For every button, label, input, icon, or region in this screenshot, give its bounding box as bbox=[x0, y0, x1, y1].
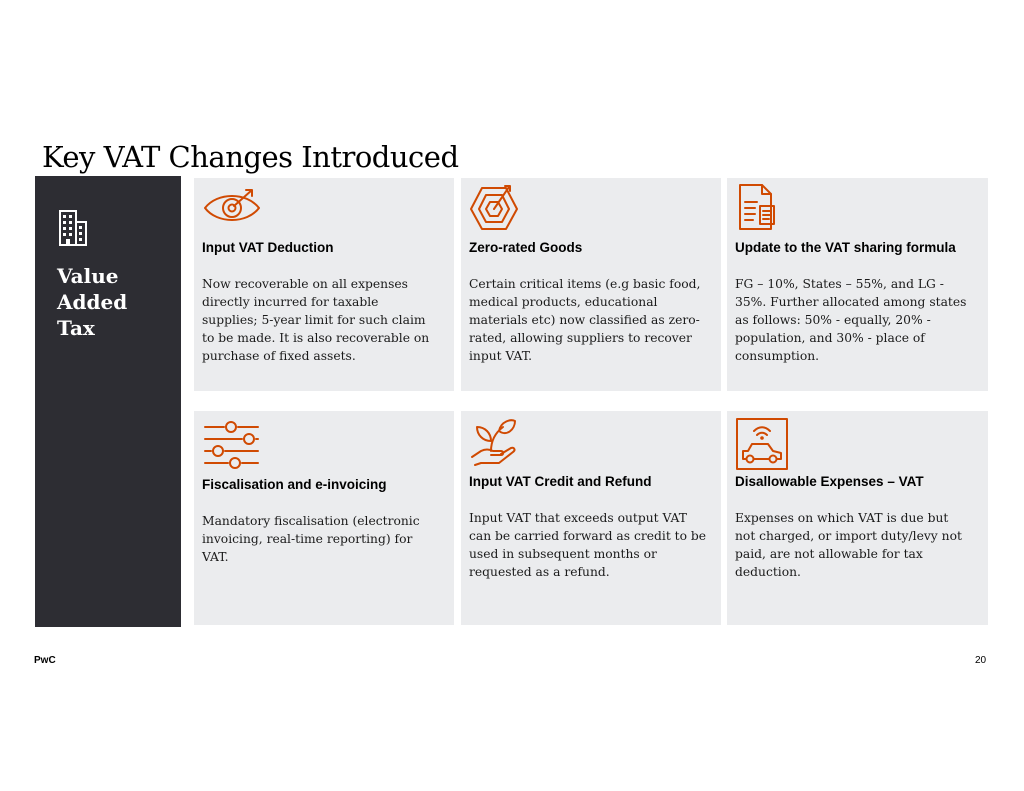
body-line: input VAT. bbox=[469, 349, 533, 363]
body-line: not charged, or import duty/levy not bbox=[735, 529, 962, 543]
plant-hand-icon bbox=[469, 417, 519, 467]
body-line: materials etc) now classified as zero- bbox=[469, 313, 700, 327]
sidebar-title-line: Tax bbox=[57, 316, 95, 340]
card-zero-rated-goods bbox=[461, 178, 721, 391]
card-fiscalisation bbox=[194, 411, 454, 625]
body-line: medical products, educational bbox=[469, 295, 658, 309]
card-body bbox=[469, 509, 717, 581]
body-line: Input VAT that exceeds output VAT bbox=[469, 511, 687, 525]
card-vat-sharing-formula bbox=[727, 178, 988, 391]
body-line: Now recoverable on all expenses bbox=[202, 277, 408, 291]
body-line: directly incurred for taxable bbox=[202, 295, 379, 309]
body-line: 35%. Further allocated among states bbox=[735, 295, 967, 309]
body-line: Expenses on which VAT is due but bbox=[735, 511, 949, 525]
page-number: 20 bbox=[975, 655, 987, 666]
eye-icon bbox=[202, 186, 262, 230]
body-line: deduction. bbox=[735, 565, 801, 579]
card-body bbox=[469, 275, 717, 365]
body-line: rated, allowing suppliers to recover bbox=[469, 331, 692, 345]
card-heading: Input VAT Deduction bbox=[202, 240, 334, 255]
body-line: Certain critical items (e.g basic food, bbox=[469, 277, 701, 291]
body-line: invoicing, real-time reporting) for bbox=[202, 532, 413, 546]
sidebar-title-line: Added bbox=[57, 290, 128, 314]
document-icon bbox=[735, 182, 781, 232]
connected-car-icon bbox=[735, 417, 789, 471]
card-heading: Zero-rated Goods bbox=[469, 240, 583, 255]
card-body bbox=[735, 509, 983, 581]
card-heading: Input VAT Credit and Refund bbox=[469, 474, 652, 489]
body-line: used in subsequent months or bbox=[469, 547, 657, 561]
body-line: FG – 10%, States – 55%, and LG - bbox=[735, 277, 944, 291]
body-line: requested as a refund. bbox=[469, 565, 610, 579]
footer-brand: PwC bbox=[34, 655, 56, 666]
body-line: can be carried forward as credit to be bbox=[469, 529, 707, 543]
card-heading: Update to the VAT sharing formula bbox=[735, 240, 956, 255]
body-line: VAT. bbox=[202, 550, 229, 564]
card-input-vat-deduction bbox=[194, 178, 454, 391]
body-line: to be made. It is also recoverable on bbox=[202, 331, 430, 345]
sliders-icon bbox=[202, 421, 262, 471]
slide-title: Key VAT Changes Introduced bbox=[42, 140, 459, 174]
sidebar-title bbox=[57, 263, 172, 341]
card-body bbox=[202, 512, 450, 566]
card-body bbox=[202, 275, 450, 365]
sidebar-title-line: Value bbox=[57, 264, 119, 288]
building-icon bbox=[57, 208, 89, 248]
body-line: as follows: 50% - equally, 20% - bbox=[735, 313, 931, 327]
card-disallowable-expenses bbox=[727, 411, 988, 625]
body-line: paid, are not allowable for tax bbox=[735, 547, 923, 561]
body-line: Mandatory fiscalisation (electronic bbox=[202, 514, 420, 528]
body-line: population, and 30% - place of bbox=[735, 331, 925, 345]
target-icon bbox=[469, 182, 519, 232]
card-heading: Fiscalisation and e-invoicing bbox=[202, 477, 387, 492]
body-line: supplies; 5-year limit for such claim bbox=[202, 313, 426, 327]
body-line: consumption. bbox=[735, 349, 820, 363]
card-heading: Disallowable Expenses – VAT bbox=[735, 474, 924, 489]
card-body bbox=[735, 275, 983, 365]
card-input-vat-credit-refund bbox=[461, 411, 721, 625]
body-line: purchase of fixed assets. bbox=[202, 349, 356, 363]
sidebar-panel bbox=[35, 176, 181, 627]
